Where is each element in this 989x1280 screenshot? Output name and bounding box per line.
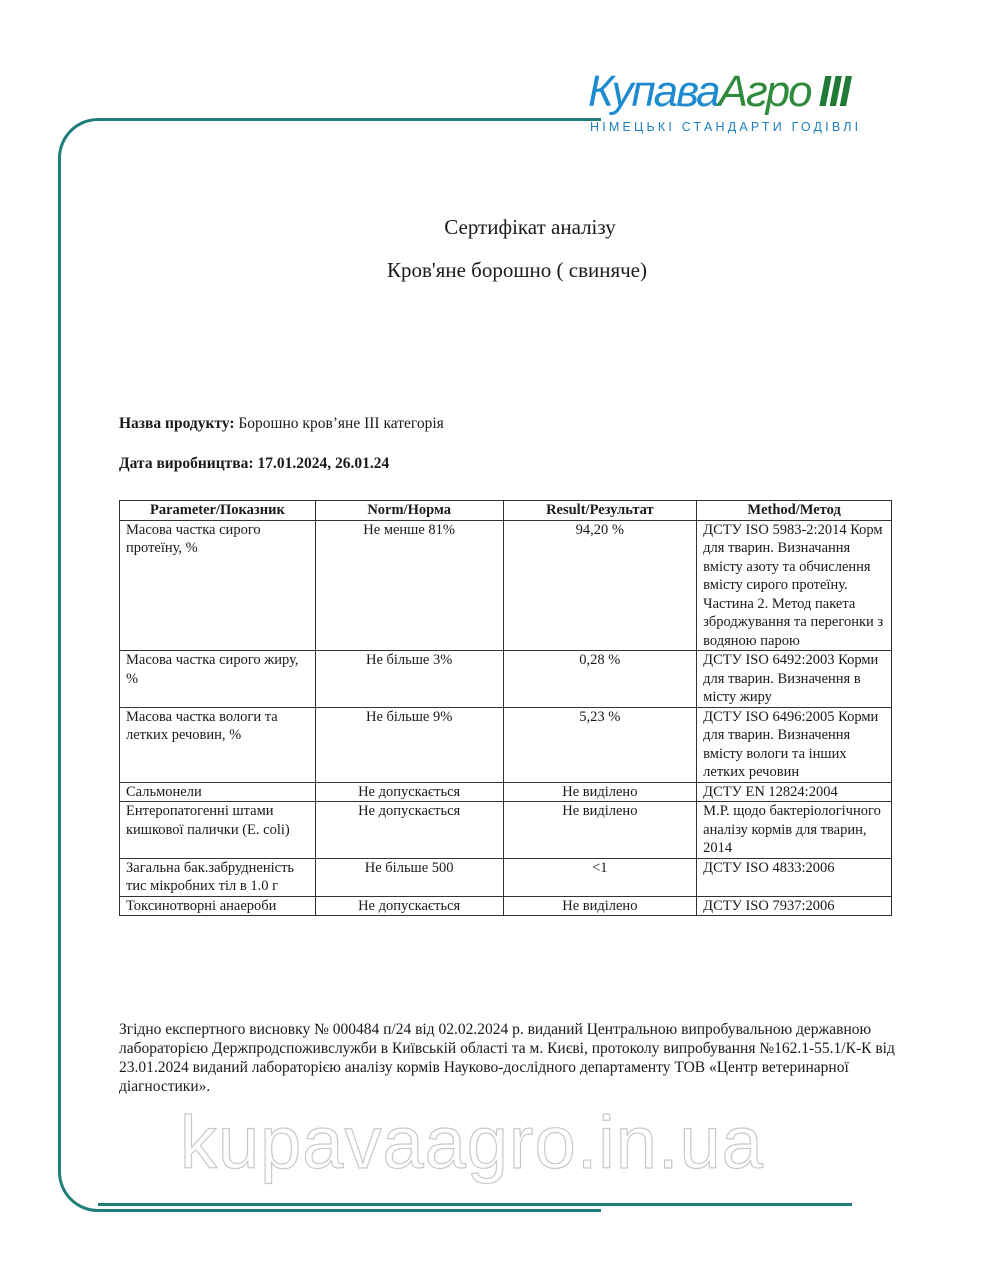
cell-parameter: Масова частка сирого жиру, % [120, 651, 316, 708]
cell-method: ДСТУ ISO 5983-2:2014 Корм для тварин. Визначання вмісту азоту та обчислення вмісту сирого протеїну. Частина 2. Метод пакета зброджування та перегонки з водяною парою [697, 520, 892, 651]
logo-brand-mark: III [818, 67, 850, 116]
product-name [119, 415, 444, 433]
cell-method: ДСТУ ISO 7937:2006 [697, 896, 892, 916]
cell-norm: Не допускається [315, 802, 503, 859]
table-row [120, 520, 892, 651]
table-row [120, 802, 892, 859]
cell-parameter: Масова частка вологи та летких речовин, % [120, 707, 316, 782]
cell-result: <1 [503, 858, 697, 896]
logo-tagline: НІМЕЦЬКІ СТАНДАРТИ ГОДІВЛІ [590, 120, 862, 134]
table-row [120, 858, 892, 896]
cell-norm: Не менше 81% [315, 520, 503, 651]
cell-result: 0,28 % [503, 651, 697, 708]
cell-norm: Не більше 500 [315, 858, 503, 896]
production-date-value: 17.01.2024, 26.01.24 [253, 455, 390, 472]
cell-method: ДСТУ ISO 4833:2006 [697, 858, 892, 896]
cell-parameter: Ентеропатогенні штами кишкової палички (E. coli) [120, 802, 316, 859]
document-subtitle: Кров'яне борошно ( свиняче) [386, 258, 647, 282]
cell-result: 94,20 % [503, 520, 697, 651]
cell-method: ДСТУ EN 12824:2004 [697, 782, 892, 802]
table-row [120, 782, 892, 802]
table-header-row [120, 501, 892, 521]
table-row [120, 707, 892, 782]
cell-result: Не виділено [503, 896, 697, 916]
logo-brand-part1: Купава [588, 67, 719, 116]
product-name-label: Назва продукту: [119, 415, 235, 432]
product-name-value: Борошно кров’яне ІІІ категорія [234, 415, 444, 432]
cell-method: ДСТУ ISO 6496:2005 Корми для тварин. Визначення вмісту вологи та інших летких речовин [697, 707, 892, 782]
cell-result: Не виділено [503, 782, 697, 802]
cell-method: М.Р. щодо бактеріологічного аналізу кормів для тварин, 2014 [697, 802, 892, 859]
production-date [119, 455, 389, 473]
table-row [120, 896, 892, 916]
cell-parameter: Сальмонели [120, 782, 316, 802]
column-header-parameter: Parameter/Показник [120, 501, 316, 521]
column-header-method: Method/Метод [697, 501, 892, 521]
column-header-result: Result/Результат [503, 501, 697, 521]
cell-parameter: Токсинотворні анаероби [120, 896, 316, 916]
cell-parameter: Масова частка сирого протеїну, % [120, 520, 316, 651]
cell-result: Не виділено [503, 802, 697, 859]
watermark: kupavaagro.in.ua [180, 1101, 764, 1184]
expert-conclusion-note: Згідно експертного висновку № 000484 п/24 від 02.02.2024 р. виданий Центральною випробувальною державною лабораторією Держпродспоживслужби в Київській області та м. Києві, протоколу випробування №162.1-55.1/К-К від 23.01.2024 виданий лабораторією аналізу кормів Науково-дослідного департаменту ТОВ «Центр ветеринарної діагностики». [119, 1021, 895, 1095]
document-title: Сертифікат аналізу [444, 215, 616, 239]
company-logo [588, 68, 878, 134]
cell-result: 5,23 % [503, 707, 697, 782]
column-header-norm: Norm/Норма [315, 501, 503, 521]
page-border-bottom-line [98, 1203, 852, 1206]
cell-parameter: Загальна бак.забрудненість тис мікробних тіл в 1.0 г [120, 858, 316, 896]
table-row [120, 651, 892, 708]
analysis-table [119, 500, 892, 916]
logo-brand-part2: Агро [718, 67, 811, 116]
cell-method: ДСТУ ISO 6492:2003 Корми для тварин. Визначення в місту жиру [697, 651, 892, 708]
cell-norm: Не допускається [315, 782, 503, 802]
cell-norm: Не більше 9% [315, 707, 503, 782]
cell-norm: Не допускається [315, 896, 503, 916]
cell-norm: Не більше 3% [315, 651, 503, 708]
production-date-label: Дата виробництва: [119, 455, 254, 472]
